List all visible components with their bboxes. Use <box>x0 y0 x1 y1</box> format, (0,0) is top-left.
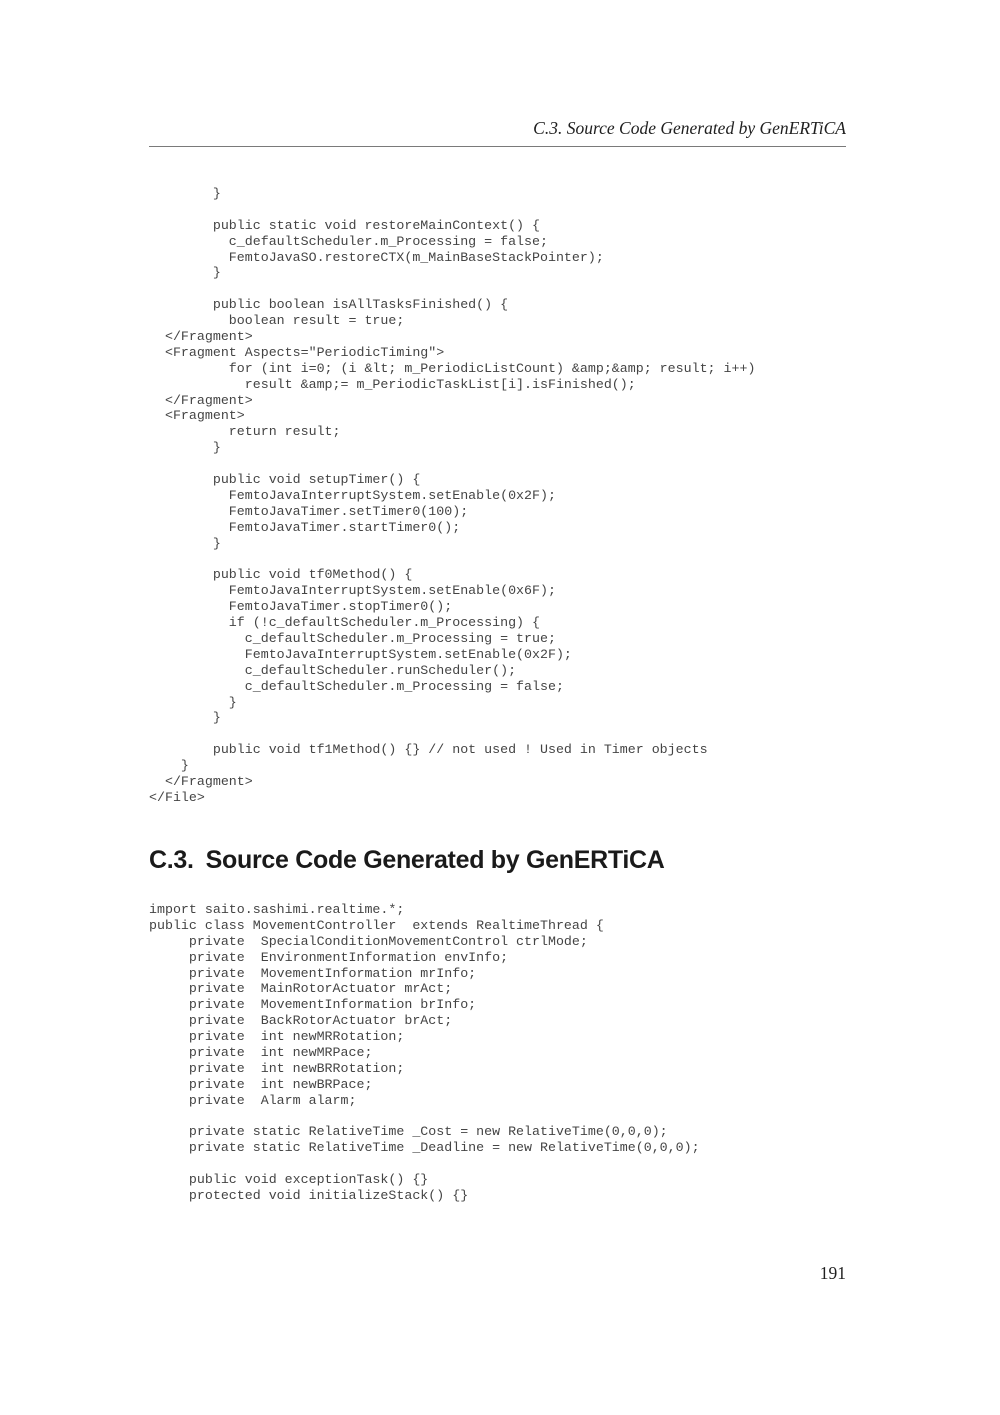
code-line: </File> <box>149 789 205 805</box>
code-line: private SpecialConditionMovementControl ctrlMode; <box>149 933 588 949</box>
code-line: private Alarm alarm; <box>149 1092 357 1108</box>
code-line: private int newMRPace; <box>149 1045 373 1061</box>
code-line: private EnvironmentInformation envInfo; <box>149 949 509 965</box>
code-line <box>149 456 755 472</box>
code-line: </Fragment> <box>149 773 253 789</box>
code-line: c_defaultScheduler.m_Processing = false; <box>149 678 564 694</box>
code-line <box>149 202 755 218</box>
code-line: protected void initializeStack() {} <box>149 1188 469 1204</box>
code-line: private static RelativeTime _Deadline = new RelativeTime(0,0,0); <box>149 1140 700 1156</box>
code-line: import saito.sashimi.realtime.*; <box>149 902 405 917</box>
code-line: } <box>149 186 221 201</box>
code-line: public static void restoreMainContext() { <box>149 217 540 233</box>
header-rule <box>149 146 846 147</box>
code-line: public class MovementController extends RealtimeThread { <box>149 917 604 933</box>
code-line: c_defaultScheduler.m_Processing = true; <box>149 630 556 646</box>
code-listing-fragment <box>149 186 755 806</box>
running-header: C.3. Source Code Generated by GenERTiCA <box>533 118 846 138</box>
code-line: for (int i=0; (i &lt; m_PeriodicListCount) &amp;&amp; result; i++) <box>149 360 756 376</box>
code-line: private int newMRRotation; <box>149 1029 405 1045</box>
code-line: } <box>149 694 237 710</box>
code-line <box>149 1156 700 1172</box>
page-number: 191 <box>819 1263 846 1283</box>
code-line <box>149 726 755 742</box>
section-title: Source Code Generated by GenERTiCA <box>205 846 665 874</box>
code-line: FemtoJavaInterruptSystem.setEnable(0x6F); <box>149 583 556 599</box>
code-listing-movement-controller <box>149 902 700 1204</box>
code-line: public void setupTimer() { <box>149 472 421 488</box>
code-line: c_defaultScheduler.runScheduler(); <box>149 662 517 678</box>
code-line: FemtoJavaInterruptSystem.setEnable(0x2F); <box>149 646 572 662</box>
code-line: public void tf0Method() { <box>149 567 413 583</box>
code-line: } <box>149 265 221 281</box>
code-line <box>149 551 755 567</box>
code-line: boolean result = true; <box>149 313 405 329</box>
code-line: <Fragment> <box>149 408 245 424</box>
code-line: } <box>149 710 221 726</box>
code-line: FemtoJavaTimer.setTimer0(100); <box>149 503 469 519</box>
code-line: private int newBRPace; <box>149 1076 373 1092</box>
code-line: </Fragment> <box>149 329 253 345</box>
code-line: result &amp;= m_PeriodicTaskList[i].isFinished(); <box>149 376 636 392</box>
code-line: private int newBRRotation; <box>149 1060 405 1076</box>
code-line: if (!c_defaultScheduler.m_Processing) { <box>149 615 540 631</box>
code-line: return result; <box>149 424 341 440</box>
code-line: private MovementInformation mrInfo; <box>149 965 477 981</box>
code-line <box>149 281 755 297</box>
code-line: public boolean isAllTasksFinished() { <box>149 297 509 313</box>
code-line: <Fragment Aspects="PeriodicTiming"> <box>149 344 445 360</box>
code-line: public void tf1Method() {} // not used ! Used in Timer objects <box>149 742 708 758</box>
code-line: } <box>149 758 189 774</box>
code-line: private BackRotorActuator brAct; <box>149 1013 453 1029</box>
code-line: private MainRotorActuator mrAct; <box>149 981 453 997</box>
code-line: c_defaultScheduler.m_Processing = false; <box>149 233 548 249</box>
code-line: private MovementInformation brInfo; <box>149 997 477 1013</box>
code-line: FemtoJavaSO.restoreCTX(m_MainBaseStackPointer); <box>149 249 604 265</box>
code-line: FemtoJavaTimer.stopTimer0(); <box>149 599 453 615</box>
code-line: </Fragment> <box>149 392 253 408</box>
code-line: } <box>149 535 221 551</box>
section-heading <box>149 846 665 875</box>
code-line: FemtoJavaInterruptSystem.setEnable(0x2F); <box>149 487 556 503</box>
code-line: public void exceptionTask() {} <box>149 1172 429 1188</box>
section-number: C.3. <box>149 846 194 874</box>
code-line <box>149 1109 700 1125</box>
code-line: } <box>149 440 221 456</box>
code-line: FemtoJavaTimer.startTimer0(); <box>149 519 461 535</box>
code-line: private static RelativeTime _Cost = new RelativeTime(0,0,0); <box>149 1124 668 1140</box>
